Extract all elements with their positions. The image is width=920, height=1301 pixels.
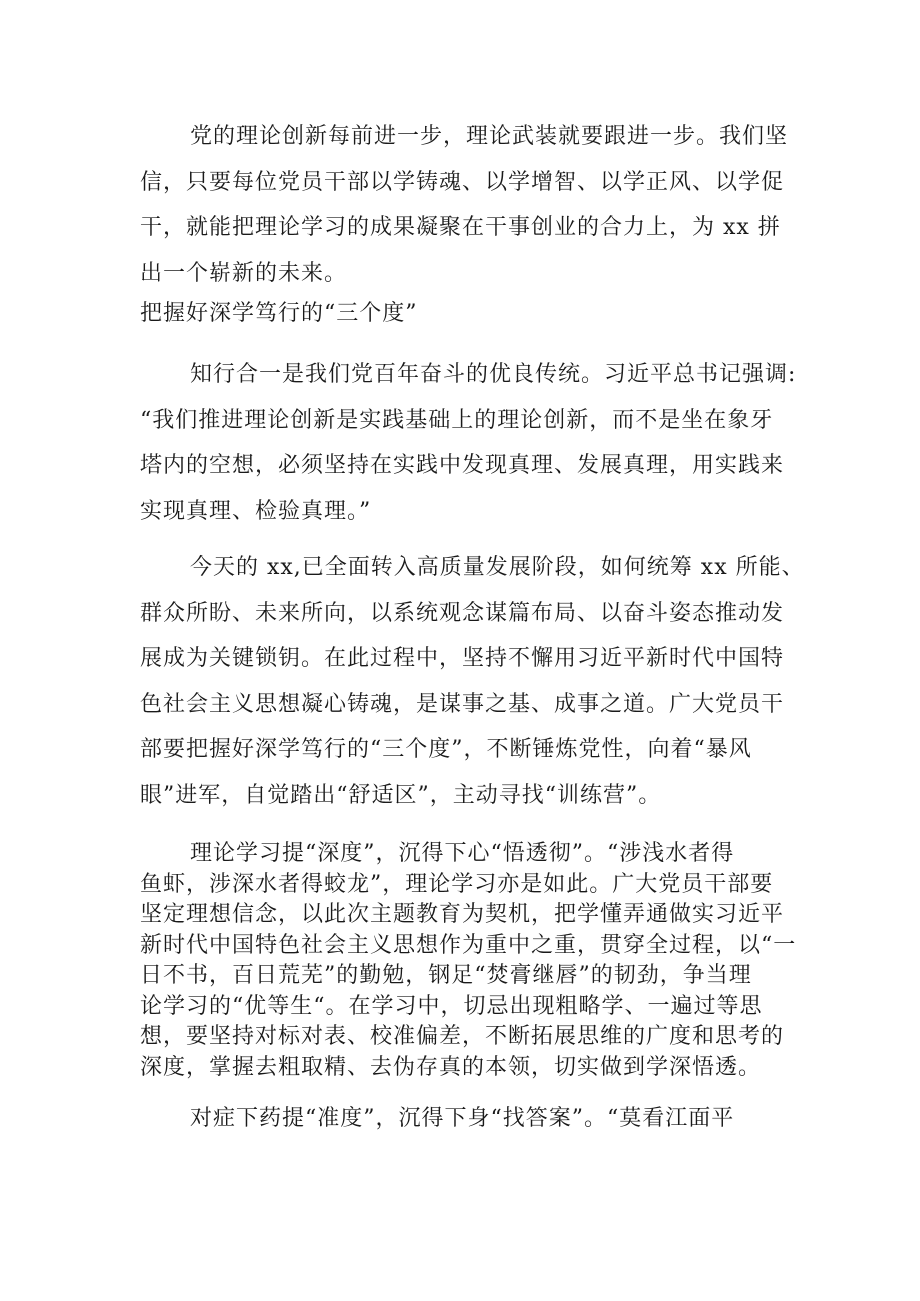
- paragraph-line: 论学习的“优等生“。在学习中，切忌出现粗略学、一遍过等思: [140, 993, 763, 1019]
- paragraph-accuracy: [140, 1096, 734, 1142]
- paragraph-line: 部要把握好深学笃行的“三个度”，不断锤炼党性，向着“暴风: [140, 737, 752, 762]
- paragraph-line: 干，就能把理论学习的成果凝聚在干事创业的合力上，为 xx 拼: [140, 215, 781, 240]
- paragraph-line: 坚定理想信念，以此次主题教育为契机，把学懂弄通做实习近平: [140, 902, 785, 927]
- section-heading: 把握好深学笃行的“三个度”: [140, 301, 418, 326]
- paragraph-line: 信，只要每位党员干部以学铸魂、以学增智、以学正风、以学促: [140, 169, 785, 195]
- paragraph-line: 塔内的空想，必须坚持在实践中发现真理、发展真理，用实践来: [140, 453, 785, 478]
- paragraph-line: 眼”进军，自觉踏出“舒适区”，主动寻找“训练营”。: [140, 782, 662, 808]
- paragraph-line: 想，要坚持对标对表、校准偏差，不断拓展思维的广度和思考的: [140, 1024, 785, 1049]
- paragraph-line: 知行合一是我们党百年奋斗的优良传统。习近平总书记强调:: [190, 362, 797, 387]
- paragraph-line: 今天的 xx,已全面转入高质量发展阶段，如何统筹 xx 所能、: [190, 555, 805, 580]
- paragraph-theory-armament: [140, 114, 788, 296]
- paragraph-line: 对症下药提“准度”，沉得下身“找答案”。“莫看江面平: [190, 1106, 735, 1131]
- paragraph-line: 群众所盼、未来所向，以系统观念谋篇布局、以奋斗姿态推动发: [140, 600, 785, 626]
- paragraph-high-quality-development: [140, 545, 805, 818]
- paragraph-line: 展成为关键锁钥。在此过程中，坚持不懈用习近平新时代中国特: [140, 646, 785, 671]
- paragraph-line: 出一个崭新的未来。: [140, 260, 348, 286]
- document-page: [140, 0, 805, 1301]
- paragraph-line: 新时代中国特色社会主义思想作为重中之重，贯穿全过程，以“一: [140, 932, 797, 958]
- paragraph-line: “我们推进理论创新是实践基础上的理论创新，而不是坐在象牙: [140, 407, 774, 433]
- paragraph-line: 实现真理、检验真理。”: [140, 498, 372, 524]
- paragraph-line: 深度，掌握去粗取精、去伪存真的本领，切实做到学深悟透。: [140, 1054, 762, 1080]
- paragraph-line: 党的理论创新每前进一步，理论武装就要跟进一步。我们坚: [190, 124, 789, 149]
- paragraph-unity-of-knowledge-and-action: [140, 352, 796, 534]
- paragraph-depth: [140, 839, 796, 1083]
- paragraph-line: 理论学习提“深度”，沉得下心“悟透彻”。“涉浅水者得: [190, 841, 735, 866]
- paragraph-line: 色社会主义思想凝心铸魂，是谋事之基、成事之道。广大党员干: [140, 691, 785, 717]
- paragraph-line: 鱼虾，涉深水者得蛟龙”，理论学习亦是如此。广大党员干部要: [140, 871, 774, 897]
- paragraph-line: 日不书，百日荒芜”的勤勉，钢足“焚膏继唇”的韧劲，争当理: [140, 963, 752, 988]
